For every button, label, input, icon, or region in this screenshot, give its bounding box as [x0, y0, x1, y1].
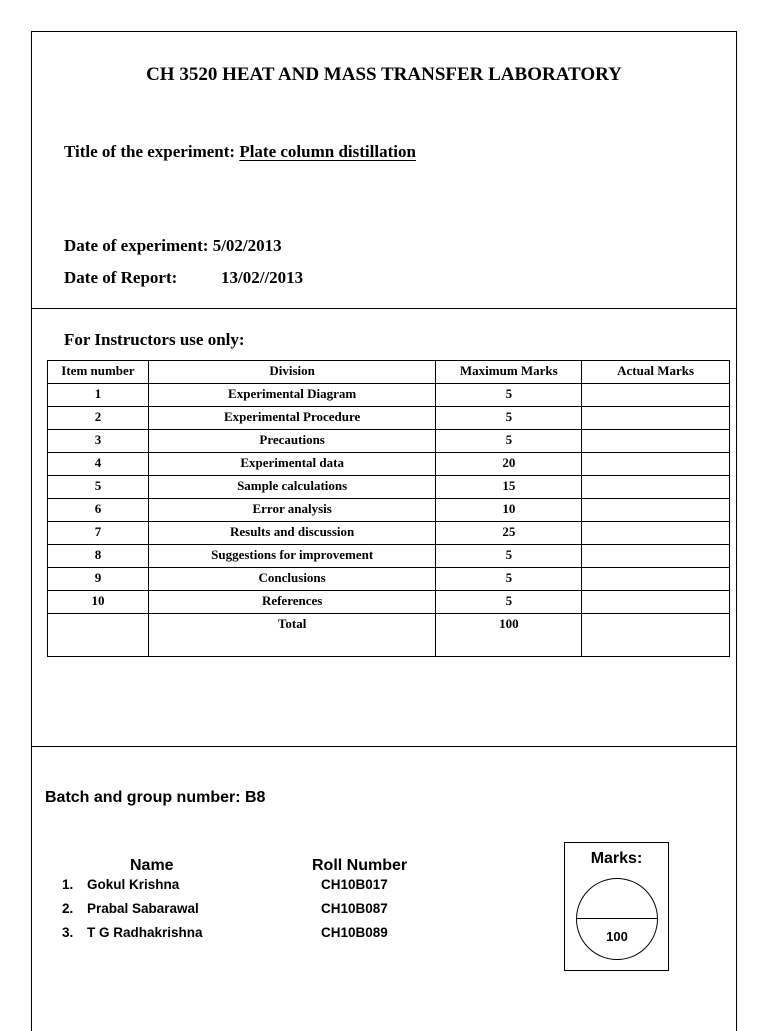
instructors-heading: For Instructors use only:	[64, 330, 245, 349]
actual-marks-cell	[582, 384, 730, 407]
column-header: Actual Marks	[582, 361, 730, 384]
division-cell: Experimental Procedure	[148, 407, 436, 430]
marks-label: Marks:	[590, 850, 643, 867]
actual-marks-cell	[582, 499, 730, 522]
member-name: Gokul Krishna	[87, 877, 180, 892]
date-of-experiment-label: Date of experiment:	[64, 236, 209, 255]
max-marks-cell: 10	[436, 499, 582, 522]
date-of-report-label: Date of Report:	[64, 268, 178, 287]
experiment-title-line	[64, 142, 416, 162]
total-actual-marks	[582, 614, 730, 657]
member-index: 3.	[62, 925, 74, 940]
roll-number-column-header: Roll Number	[312, 857, 408, 874]
date-of-experiment-line	[64, 236, 282, 256]
item-number-cell: 7	[48, 522, 149, 545]
max-marks-cell: 5	[436, 591, 582, 614]
experiment-title-value: Plate column distillation	[239, 142, 416, 161]
name-column-header: Name	[130, 857, 174, 874]
actual-marks-cell	[582, 545, 730, 568]
member-name: Prabal Sabarawal	[87, 901, 199, 916]
item-number-cell: 6	[48, 499, 149, 522]
circle-divider	[577, 918, 657, 919]
table-row	[48, 476, 730, 499]
actual-marks-cell	[582, 453, 730, 476]
total-row	[48, 614, 730, 657]
item-number-cell: 10	[48, 591, 149, 614]
table-header-row	[48, 361, 730, 384]
batch-group-number: Batch and group number: B8	[45, 789, 266, 806]
actual-marks-cell	[582, 522, 730, 545]
max-marks-cell: 20	[436, 453, 582, 476]
division-cell: Precautions	[148, 430, 436, 453]
table-row	[48, 591, 730, 614]
division-cell: Experimental data	[148, 453, 436, 476]
max-marks-cell: 5	[436, 545, 582, 568]
divider-line	[31, 308, 737, 309]
item-number-cell: 9	[48, 568, 149, 591]
total-label: Total	[148, 614, 436, 657]
division-cell: Error analysis	[148, 499, 436, 522]
marks-circle	[576, 878, 658, 960]
item-number-cell: 4	[48, 453, 149, 476]
max-marks-cell: 5	[436, 407, 582, 430]
course-title: CH 3520 HEAT AND MASS TRANSFER LABORATORY	[146, 64, 622, 85]
actual-marks-cell	[582, 568, 730, 591]
member-roll: CH10B017	[321, 877, 388, 892]
date-of-report-line	[64, 268, 303, 288]
date-of-experiment-value: 5/02/2013	[212, 236, 282, 255]
table-row	[48, 430, 730, 453]
member-index: 2.	[62, 901, 74, 916]
member-index: 1.	[62, 877, 74, 892]
max-marks-cell: 5	[436, 384, 582, 407]
actual-marks-cell	[582, 430, 730, 453]
division-cell: Suggestions for improvement	[148, 545, 436, 568]
marks-value: 100	[606, 929, 628, 944]
column-header: Item number	[48, 361, 149, 384]
member-roll: CH10B087	[321, 901, 388, 916]
max-marks-cell: 5	[436, 568, 582, 591]
table-row	[48, 407, 730, 430]
table-row	[48, 453, 730, 476]
division-cell: Conclusions	[148, 568, 436, 591]
column-header: Maximum Marks	[436, 361, 582, 384]
max-marks-cell: 5	[436, 430, 582, 453]
table-row	[48, 522, 730, 545]
experiment-title-label: Title of the experiment:	[64, 142, 236, 161]
division-cell: Results and discussion	[148, 522, 436, 545]
table-row	[48, 545, 730, 568]
column-header: Division	[148, 361, 436, 384]
max-marks-cell: 25	[436, 522, 582, 545]
total-max-marks: 100	[436, 614, 582, 657]
divider-line	[31, 746, 737, 747]
division-cell: Experimental Diagram	[148, 384, 436, 407]
date-of-report-value: 13/02//2013	[221, 268, 304, 287]
table-row	[48, 384, 730, 407]
actual-marks-cell	[582, 591, 730, 614]
division-cell: Sample calculations	[148, 476, 436, 499]
division-cell: References	[148, 591, 436, 614]
marks-table	[47, 360, 730, 657]
table-row	[48, 499, 730, 522]
item-number-cell: 3	[48, 430, 149, 453]
item-number-cell: 8	[48, 545, 149, 568]
member-name: T G Radhakrishna	[87, 925, 203, 940]
member-roll: CH10B089	[321, 925, 388, 940]
table-row	[48, 568, 730, 591]
max-marks-cell: 15	[436, 476, 582, 499]
actual-marks-cell	[582, 476, 730, 499]
item-number-cell: 2	[48, 407, 149, 430]
item-number-cell	[48, 614, 149, 657]
item-number-cell: 1	[48, 384, 149, 407]
item-number-cell: 5	[48, 476, 149, 499]
marks-box	[564, 842, 669, 971]
actual-marks-cell	[582, 407, 730, 430]
